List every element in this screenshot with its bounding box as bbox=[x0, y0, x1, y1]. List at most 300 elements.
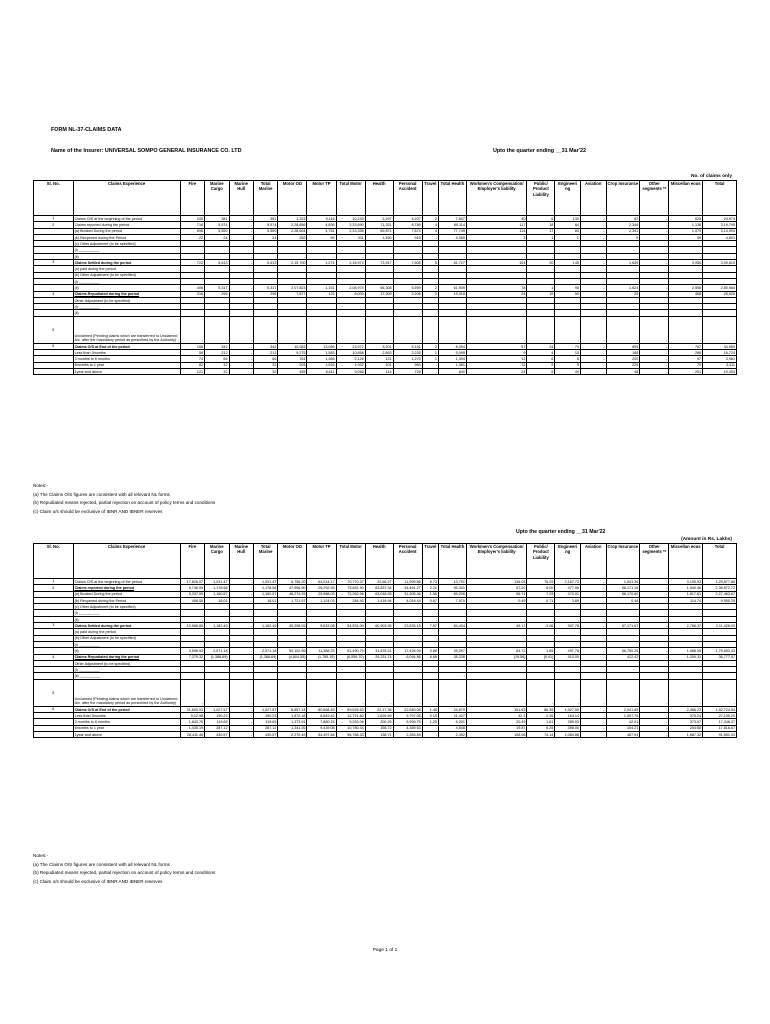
cell-total: - bbox=[703, 679, 737, 706]
period-label-bottom: Upto the quarter ending __31 Mar'22 bbox=[516, 529, 606, 535]
cell-personal-accident: 963 bbox=[393, 362, 422, 368]
row-label-text: (ii) bbox=[74, 617, 79, 622]
cell-marine-cargo: 381 bbox=[205, 216, 229, 222]
cell-total-marine: 342 bbox=[253, 343, 277, 349]
cell-motor-od: 203 bbox=[278, 362, 307, 368]
cell-travel: - bbox=[422, 234, 438, 240]
cell-total-motor: 2,08,974 bbox=[336, 285, 365, 291]
cell-marine-cargo: 5,317 bbox=[205, 285, 229, 291]
cell-travel: - bbox=[422, 679, 438, 706]
cell-other-segments: - bbox=[640, 654, 669, 660]
cell-fire: 121 bbox=[180, 368, 204, 374]
cell-miscellaneous: - bbox=[669, 616, 703, 622]
column-header-sl-no: Sl. No. bbox=[34, 544, 74, 579]
cell-public-product-liability: 19 bbox=[527, 291, 555, 297]
cell-personal-accident: 22,540.08 bbox=[393, 706, 422, 712]
cell-miscellaneous: 1,817.81 bbox=[669, 591, 703, 597]
cell-marine-cargo: 430.57 bbox=[205, 731, 229, 737]
column-header-travel: Travel bbox=[422, 544, 438, 579]
cell-workmens-compensation: 12 bbox=[466, 362, 527, 368]
cell-motor-od: - bbox=[278, 673, 307, 679]
cell-motor-od: 252 bbox=[278, 234, 307, 240]
cell-travel: 1.25 bbox=[422, 719, 438, 725]
cell-marine-cargo: 296 bbox=[205, 291, 229, 297]
column-header-total-health: Total Health bbox=[438, 181, 466, 216]
cell-travel: 4 bbox=[422, 222, 438, 228]
cell-other-segments: - bbox=[640, 316, 669, 343]
serial-number bbox=[34, 368, 74, 374]
cell-other-segments: - bbox=[640, 616, 669, 622]
cell-crop-insurance: 1,649 bbox=[606, 260, 640, 266]
cell-total: 3,411 bbox=[703, 362, 737, 368]
cell-personal-accident: 726 bbox=[393, 368, 422, 374]
cell-crop-insurance: 56,750.25 bbox=[606, 648, 640, 654]
cell-crop-insurance: 58,171.16 bbox=[606, 585, 640, 591]
row-label-text: (i) __________ bbox=[74, 279, 100, 284]
row-label-text: (b) Reopened during the Period bbox=[74, 235, 127, 240]
cell-engineering: 49 bbox=[555, 368, 581, 374]
column-header-total: Total bbox=[703, 181, 737, 216]
cell-other-segments: - bbox=[640, 350, 669, 356]
column-header-claims-experience: Claims Experience bbox=[73, 544, 180, 579]
cell-motor-od: 45,298.02 bbox=[278, 623, 307, 629]
cell-other-segments: - bbox=[640, 228, 669, 234]
cell-crop-insurance: 62 bbox=[606, 216, 640, 222]
cell-workmens-compensation: 45.17 bbox=[466, 623, 527, 629]
cell-miscellaneous: - bbox=[669, 316, 703, 343]
cell-motor-od: 8,857.14 bbox=[278, 706, 307, 712]
cell-other-segments: - bbox=[640, 291, 669, 297]
cell-crop-insurance: 200 bbox=[606, 356, 640, 362]
cell-crop-insurance: 2,341 bbox=[606, 228, 640, 234]
serial-number: 2 bbox=[34, 222, 74, 228]
cell-workmens-compensation: 0.49 bbox=[466, 597, 527, 603]
cell-fire: 28,411.46 bbox=[180, 731, 204, 737]
cell-total-health: 6,201 bbox=[438, 719, 466, 725]
cell-workmens-compensation: 19.87 bbox=[466, 725, 527, 731]
serial-number: 6 bbox=[34, 343, 74, 349]
cell-personal-accident: 5,599 bbox=[393, 285, 422, 291]
cell-motor-tp: - bbox=[307, 253, 336, 259]
cell-motor-tp: 59 bbox=[307, 234, 336, 240]
cell-marine-hull: - bbox=[229, 356, 253, 362]
cell-motor-od: 2,270.49 bbox=[278, 731, 307, 737]
cell-engineering: 410.00 bbox=[555, 654, 581, 660]
cell-total-health: 8,394 bbox=[438, 343, 466, 349]
cell-marine-cargo: - bbox=[205, 316, 229, 343]
cell-health: 1,450 bbox=[365, 234, 393, 240]
cell-aviation: - bbox=[580, 725, 606, 731]
column-header-claims-experience: Claims Experience bbox=[73, 181, 180, 216]
row-label-text: (c) Other Adjustment (to be specified) bbox=[74, 604, 136, 609]
cell-crop-insurance: 0.48 bbox=[606, 597, 640, 603]
claims-experience-label bbox=[73, 731, 180, 737]
cell-fire: 722 bbox=[180, 260, 204, 266]
cell-marine-hull: - bbox=[229, 368, 253, 374]
cell-motor-od: 47,996.90 bbox=[278, 585, 307, 591]
cell-miscellaneous: 59 bbox=[669, 234, 703, 240]
cell-total: 1,52,724.54 bbox=[703, 706, 737, 712]
cell-health: 1,626.69 bbox=[365, 713, 393, 719]
row-label-text: Claims Settled during the period bbox=[74, 260, 132, 265]
cell-aviation: - bbox=[580, 368, 606, 374]
cell-workmens-compensation: - bbox=[466, 616, 527, 622]
cell-engineering: 3.89 bbox=[555, 597, 581, 603]
cell-total-health: 4,548 bbox=[438, 725, 466, 731]
row-label-text: (i) __________ bbox=[74, 642, 100, 647]
cell-motor-od: 1,341.26 bbox=[278, 725, 307, 731]
cell-fire: 22 bbox=[180, 234, 204, 240]
row-label-text: 1year and above bbox=[74, 732, 103, 737]
cell-travel: - bbox=[422, 731, 438, 737]
cell-fire: - bbox=[180, 616, 204, 622]
cell-motor-tp: 7,880.15 bbox=[307, 719, 336, 725]
cell-fire: 82 bbox=[180, 362, 204, 368]
row-label-text: 3 months to 6 months bbox=[74, 357, 111, 362]
claims-experience-label bbox=[73, 368, 180, 374]
cell-health: 22,66.27 bbox=[365, 579, 393, 585]
column-header-sl-no: Sl. No. bbox=[34, 181, 74, 216]
cell-motor-od: 2,28,856 bbox=[278, 222, 307, 228]
cell-workmens-compensation: 20.49 bbox=[466, 719, 527, 725]
cell-marine-cargo: 1,182.49 bbox=[205, 623, 229, 629]
claims-amount-table bbox=[33, 543, 737, 738]
cell-total-motor: 284.93 bbox=[336, 597, 365, 603]
cell-marine-hull: - bbox=[229, 579, 253, 585]
row-label-text: (a) paid during the period bbox=[74, 267, 116, 272]
cell-total-motor: 70,770.37 bbox=[336, 579, 365, 585]
serial-number: 2 bbox=[34, 585, 74, 591]
row-label-text: (i) __________ bbox=[74, 667, 100, 672]
cell-fire: 696 bbox=[180, 228, 204, 234]
cell-marine-hull: - bbox=[229, 316, 253, 343]
cell-motor-od: 2,28,604 bbox=[278, 228, 307, 234]
row-label-text: (b) Reopened during the Period bbox=[74, 598, 127, 603]
column-header-health: Health bbox=[365, 544, 393, 579]
cell-fire: 9,12.98 bbox=[180, 713, 204, 719]
cell-workmens-compensation: 9 bbox=[466, 350, 527, 356]
cell-health: 29,231.74 bbox=[365, 654, 393, 660]
cell-other-segments: - bbox=[640, 585, 669, 591]
column-header-fire: Fire bbox=[180, 544, 204, 579]
cell-public-product-liability: 6 bbox=[527, 216, 555, 222]
cell-crop-insurance: 58,170.60 bbox=[606, 591, 640, 597]
row-label-text: (b) Other Adjustment (to be specified) bbox=[74, 636, 136, 641]
row-label-text: (ii) bbox=[74, 649, 79, 654]
cell-total-marine: 381 bbox=[253, 216, 277, 222]
note-c: (c) Claim o/s should be exclusive of IBNR AND IBNER reserves bbox=[33, 508, 163, 514]
cell-travel: 4 bbox=[422, 228, 438, 234]
table-row bbox=[34, 654, 737, 660]
cell-health: 121 bbox=[365, 356, 393, 362]
cell-personal-accident: - bbox=[393, 253, 422, 259]
cell-marine-cargo: 5,574 bbox=[205, 222, 229, 228]
cell-total-motor: 61,490.79 bbox=[336, 648, 365, 654]
row-label-text: Unclaimed (Pending claims which are transferred to Unclaimed A/c. after the mandatory period as prescribed by the Authority) bbox=[74, 696, 178, 706]
cell-public-product-liability: 1 bbox=[527, 234, 555, 240]
column-header-engineering: Engineeri ng bbox=[555, 544, 581, 579]
cell-health: 63,018.93 bbox=[365, 591, 393, 597]
cell-engineering: 289.53 bbox=[555, 719, 581, 725]
cell-aviation: - bbox=[580, 616, 606, 622]
row-label-text: Other Adjustment (to be specified) bbox=[74, 661, 131, 666]
cell-workmens-compensation: 42.1 bbox=[466, 713, 527, 719]
cell-health: 69,871 bbox=[365, 228, 393, 234]
column-header-aviation: Aviation bbox=[580, 544, 606, 579]
cell-motor-tp: 54,497.84 bbox=[307, 731, 336, 737]
cell-workmens-compensation: 78 bbox=[466, 285, 527, 291]
units-label-top: No. of claims only bbox=[690, 174, 732, 179]
page-number: Page 1 of 1 bbox=[372, 948, 398, 953]
cell-other-segments: - bbox=[640, 648, 669, 654]
cell-marine-cargo: 32 bbox=[205, 362, 229, 368]
cell-total: 2,27,463.67 bbox=[703, 591, 737, 597]
cell-marine-hull: - bbox=[229, 216, 253, 222]
cell-total-marine: - bbox=[253, 679, 277, 706]
cell-marine-hull: - bbox=[229, 654, 253, 660]
cell-total-marine: 1,031.47 bbox=[253, 579, 277, 585]
cell-total-marine: 5,317 bbox=[253, 285, 277, 291]
cell-engineering: 497.78 bbox=[555, 648, 581, 654]
cell-fire: 5,746.09 bbox=[180, 585, 204, 591]
cell-miscellaneous: 468 bbox=[669, 291, 703, 297]
cell-total: 10,453 bbox=[703, 368, 737, 374]
cell-marine-cargo: - bbox=[205, 679, 229, 706]
cell-marine-cargo: 190.23 bbox=[205, 713, 229, 719]
cell-total-motor: - bbox=[336, 616, 365, 622]
cell-other-segments: - bbox=[640, 591, 669, 597]
cell-total-motor: 12,721.60 bbox=[336, 713, 365, 719]
cell-motor-od: - bbox=[278, 253, 307, 259]
cell-public-product-liability: 1.85 bbox=[527, 648, 555, 654]
cell-marine-hull: - bbox=[229, 706, 253, 712]
cell-other-segments: - bbox=[640, 597, 669, 603]
column-header-engineering: Engineeri ng bbox=[555, 181, 581, 216]
cell-total-motor: 2,33,355 bbox=[336, 228, 365, 234]
cell-public-product-liability: 7.29 bbox=[527, 591, 555, 597]
cell-marine-hull: - bbox=[229, 725, 253, 731]
cell-public-product-liability: 18 bbox=[527, 222, 555, 228]
cell-health: - bbox=[365, 253, 393, 259]
cell-miscellaneous: 97 bbox=[669, 356, 703, 362]
serial-number: 1 bbox=[34, 216, 74, 222]
cell-personal-accident: 9,797.05 bbox=[393, 713, 422, 719]
cell-total-marine: 296 bbox=[253, 291, 277, 297]
cell-engineering: 398.00 bbox=[555, 725, 581, 731]
row-label-text: (b) Other Adjustment (to be specified) bbox=[74, 273, 136, 278]
cell-total-marine: 1,027.57 bbox=[253, 706, 277, 712]
cell-total-motor: 10,249 bbox=[336, 216, 365, 222]
cell-aviation: - bbox=[580, 731, 606, 737]
cell-total-marine: - bbox=[253, 316, 277, 343]
cell-health: 200.25 bbox=[365, 719, 393, 725]
form-title: FORM NL-37-CLAIMS DATA bbox=[51, 127, 122, 133]
cell-aviation: - bbox=[580, 343, 606, 349]
cell-total-motor: 1,932 bbox=[336, 362, 365, 368]
cell-total-motor: - bbox=[336, 679, 365, 706]
cell-aviation: - bbox=[580, 291, 606, 297]
cell-travel: 0.88 bbox=[422, 648, 438, 654]
cell-total: 24,974 bbox=[703, 216, 737, 222]
cell-public-product-liability: 4 bbox=[527, 350, 555, 356]
cell-marine-hull: - bbox=[229, 597, 253, 603]
column-header-motor-tp: Motor TP bbox=[307, 544, 336, 579]
cell-personal-accident: 8,789 bbox=[393, 222, 422, 228]
cell-health: 158.72 bbox=[365, 725, 393, 731]
cell-personal-accident: 11,599.86 bbox=[393, 579, 422, 585]
cell-fire: 100 bbox=[180, 216, 204, 222]
cell-health: - bbox=[365, 616, 393, 622]
cell-marine-cargo: 32 bbox=[205, 368, 229, 374]
cell-miscellaneous: 2,598 bbox=[669, 285, 703, 291]
column-header-workmens-compensation: Workmen's Compensation/ Employer's liability bbox=[466, 544, 527, 579]
cell-workmens-compensation: 40 bbox=[466, 216, 527, 222]
cell-travel: 5 bbox=[422, 260, 438, 266]
cell-workmens-compensation: 108.08 bbox=[466, 731, 527, 737]
cell-total-health: 61,909 bbox=[438, 285, 466, 291]
cell-total-health: 89,206 bbox=[438, 591, 466, 597]
cell-workmens-compensation: 117 bbox=[466, 222, 527, 228]
cell-personal-accident: 7,805 bbox=[393, 260, 422, 266]
cell-total: 28,626 bbox=[703, 291, 737, 297]
cell-motor-tp: 26,292.93 bbox=[307, 585, 336, 591]
cell-marine-cargo: 1,160.57 bbox=[205, 591, 229, 597]
cell-travel: - bbox=[422, 316, 438, 343]
serial-number: 3 bbox=[34, 623, 74, 629]
column-header-fire: Fire bbox=[180, 181, 204, 216]
notes-heading: Notes:- bbox=[33, 853, 48, 858]
cell-fire: 17,826.07 bbox=[180, 579, 204, 585]
cell-total-motor: 10,858 bbox=[336, 350, 365, 356]
cell-motor-od: 1,323 bbox=[278, 216, 307, 222]
cell-motor-tp: 9,116 bbox=[307, 216, 336, 222]
cell-other-segments: - bbox=[640, 362, 669, 368]
cell-public-product-liability: 5 bbox=[527, 368, 555, 374]
row-label-text: 3 months to 6 months bbox=[74, 720, 111, 725]
cell-aviation: - bbox=[580, 260, 606, 266]
cell-aviation: - bbox=[580, 719, 606, 725]
column-header-motor-od: Motor OD bbox=[278, 181, 307, 216]
cell-miscellaneous: - bbox=[669, 253, 703, 259]
cell-total: 9,955.25 bbox=[703, 597, 737, 603]
cell-total-marine: - bbox=[253, 616, 277, 622]
cell-total: 1,75,653.43 bbox=[703, 648, 737, 654]
claims-count-table bbox=[33, 180, 737, 375]
cell-marine-hull: - bbox=[229, 713, 253, 719]
column-header-miscellaneous: Miscellan eous bbox=[669, 181, 703, 216]
cell-public-product-liability: - bbox=[527, 316, 555, 343]
cell-travel: - bbox=[422, 725, 438, 731]
cell-other-segments: - bbox=[640, 623, 669, 629]
cell-total: 3,19,795 bbox=[703, 222, 737, 228]
cell-health: 2,863 bbox=[365, 350, 393, 356]
cell-marine-cargo: 1,027.57 bbox=[205, 706, 229, 712]
cell-miscellaneous: 767 bbox=[669, 343, 703, 349]
cell-travel: 2 bbox=[422, 216, 438, 222]
cell-miscellaneous: 1,940.46 bbox=[669, 585, 703, 591]
cell-fire: 106 bbox=[180, 343, 204, 349]
cell-engineering: 473.01 bbox=[555, 591, 581, 597]
cell-personal-accident: 4,207 bbox=[393, 216, 422, 222]
cell-public-product-liability: 2.35 bbox=[527, 713, 555, 719]
table-row bbox=[34, 679, 737, 706]
cell-total: 2,80,984 bbox=[703, 285, 737, 291]
cell-miscellaneous: 1,687.32 bbox=[669, 731, 703, 737]
cell-total: 2,11,428.03 bbox=[703, 623, 737, 629]
cell-aviation: - bbox=[580, 706, 606, 712]
row-label-text: (a) paid during the period bbox=[74, 630, 116, 635]
cell-engineering: 130 bbox=[555, 216, 581, 222]
cell-marine-hull: - bbox=[229, 291, 253, 297]
cell-personal-accident: 5,191 bbox=[393, 343, 422, 349]
cell-miscellaneous: 1,138 bbox=[669, 222, 703, 228]
column-header-total-marine: Total Marine bbox=[253, 544, 277, 579]
cell-motor-od: - bbox=[278, 310, 307, 316]
cell-workmens-compensation: 151.63 bbox=[466, 706, 527, 712]
cell-aviation: - bbox=[580, 648, 606, 654]
cell-workmens-compensation: 12 bbox=[466, 356, 527, 362]
cell-total: 17,816.67 bbox=[703, 725, 737, 731]
cell-engineering: 9 bbox=[555, 362, 581, 368]
cell-other-segments: - bbox=[640, 679, 669, 706]
cell-marine-cargo: - bbox=[205, 616, 229, 622]
cell-total: 2,36,572.72 bbox=[703, 585, 737, 591]
cell-crop-insurance: 25 bbox=[606, 291, 640, 297]
cell-motor-tp: 25,988.03 bbox=[307, 591, 336, 597]
cell-engineering: - bbox=[555, 616, 581, 622]
cell-health: 114 bbox=[365, 368, 393, 374]
cell-total-health: 840 bbox=[438, 368, 466, 374]
row-label-text: Claims reported during the period bbox=[74, 223, 130, 228]
column-header-total-motor: Total Motor bbox=[336, 544, 365, 579]
cell-miscellaneous: 288 bbox=[669, 350, 703, 356]
note-a: (a) The Claims O/S figures are consistent with all relevant NL forms bbox=[33, 491, 170, 497]
row-label-text: (ii) __________ bbox=[74, 674, 101, 679]
row-label-text: Claims Repudiated during the period bbox=[74, 292, 140, 297]
cell-aviation: - bbox=[580, 597, 606, 603]
cell-engineering: 95 bbox=[555, 285, 581, 291]
cell-fire: 7,379.32 bbox=[180, 654, 204, 660]
cell-other-segments: - bbox=[640, 216, 669, 222]
cell-public-product-liability: 75.29 bbox=[527, 579, 555, 585]
cell-crop-insurance: 104.21 bbox=[606, 725, 640, 731]
column-header-marine-hull: Marine Hull bbox=[229, 544, 253, 579]
cell-marine-cargo: 287.12 bbox=[205, 725, 229, 731]
notes-bottom bbox=[33, 852, 215, 886]
cell-motor-od: (4,804.55) bbox=[278, 654, 307, 660]
column-header-travel: Travel bbox=[422, 181, 438, 216]
cell-engineering: 145 bbox=[555, 260, 581, 266]
cell-marine-cargo: 66 bbox=[205, 356, 229, 362]
cell-personal-accident: 31,305.46 bbox=[393, 591, 422, 597]
cell-miscellaneous: - bbox=[669, 679, 703, 706]
cell-personal-accident: 7,874 bbox=[393, 228, 422, 234]
cell-marine-cargo: 212 bbox=[205, 350, 229, 356]
cell-workmens-compensation: - bbox=[466, 253, 527, 259]
cell-crop-insurance: 1,041.36 bbox=[606, 579, 640, 585]
cell-motor-tp: 1,274 bbox=[307, 260, 336, 266]
cell-personal-accident: 17,426.09 bbox=[393, 648, 422, 654]
notes-heading: Notes:- bbox=[33, 483, 48, 488]
cell-crop-insurance: 422.42 bbox=[606, 654, 640, 660]
cell-motor-tp: 4,751 bbox=[307, 228, 336, 234]
cell-aviation: - bbox=[580, 350, 606, 356]
note-c: (c) Claim o/s should be exclusive of IBNR AND IBNER reserves bbox=[33, 878, 163, 884]
cell-motor-tp: 1,583 bbox=[307, 350, 336, 356]
cell-motor-tp: - bbox=[307, 679, 336, 706]
cell-crop-insurance: 188 bbox=[606, 350, 640, 356]
row-label-text: (i) __________ bbox=[74, 248, 100, 253]
